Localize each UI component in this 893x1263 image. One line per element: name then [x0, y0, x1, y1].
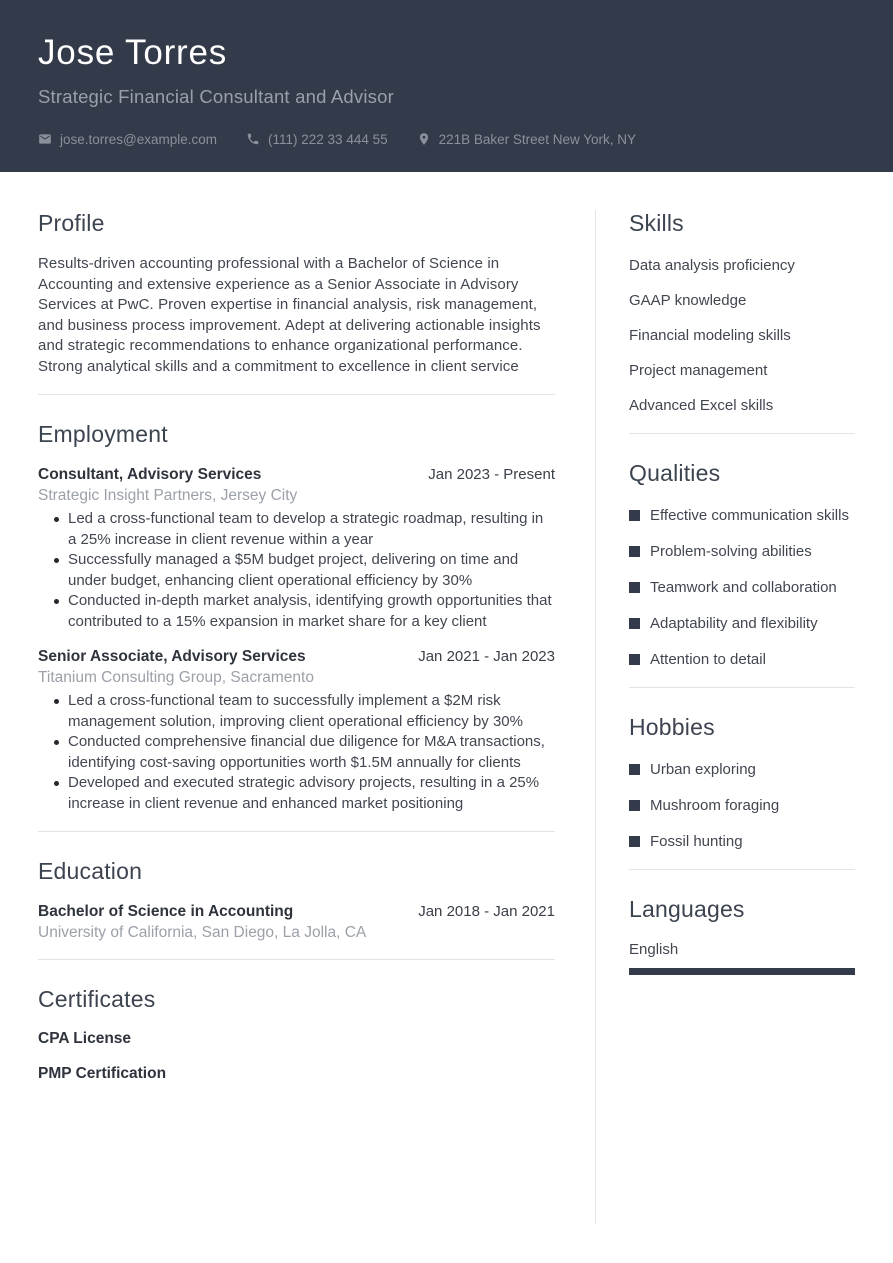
column-divider	[595, 210, 596, 1224]
section-divider	[38, 394, 555, 395]
square-bullet-icon	[629, 546, 640, 557]
employment-entry	[38, 648, 555, 814]
highlight-item: Conducted in-depth market analysis, identifying growth opportunities that contributed to a 15% expansion in market share for a key client	[38, 591, 555, 632]
school-name: University of California, San Diego, La Jolla, CA	[38, 924, 367, 941]
quality-item	[629, 541, 855, 562]
language-level-track	[629, 968, 855, 975]
skill-item: Project management	[629, 362, 768, 379]
entry-dates: Jan 2023 - Present	[428, 466, 555, 483]
entry-header	[38, 466, 555, 484]
resume-body	[0, 172, 893, 1224]
certificates-section	[38, 986, 555, 1083]
hobbies-section	[629, 714, 855, 852]
hobby-text: Fossil hunting	[650, 833, 743, 850]
section-divider	[629, 433, 855, 434]
skills-list	[629, 255, 855, 416]
sidebar	[629, 172, 855, 1224]
skill-item: Data analysis proficiency	[629, 257, 795, 274]
candidate-headline: Strategic Financial Consultant and Advisor	[38, 85, 394, 107]
main-column	[38, 172, 555, 1224]
square-bullet-icon	[629, 654, 640, 665]
contact-email[interactable]	[38, 132, 217, 147]
languages-heading: Languages	[629, 896, 745, 922]
quality-item	[629, 649, 855, 670]
skill-item: Financial modeling skills	[629, 327, 791, 344]
quality-text: Teamwork and collaboration	[650, 579, 837, 596]
profile-section	[38, 210, 555, 377]
skill-item: Advanced Excel skills	[629, 397, 774, 414]
education-entries	[38, 903, 555, 942]
entry-highlights	[38, 691, 555, 814]
qualities-heading: Qualities	[629, 460, 721, 486]
highlight-item: Led a cross-functional team to successfully implement a $2M risk management solution, improving client operational efficiency by 30%	[38, 691, 555, 732]
contact-row	[38, 132, 855, 147]
entry-header	[38, 648, 555, 666]
hobby-item	[629, 831, 855, 852]
hobby-item	[629, 795, 855, 816]
highlight-item: Led a cross-functional team to develop a strategic roadmap, resulting in a 25% increase in client revenue within a year	[38, 509, 555, 550]
employment-heading: Employment	[38, 421, 168, 447]
quality-text: Attention to detail	[650, 651, 766, 668]
highlight-item: Successfully managed a $5M budget project, delivering on time and under budget, enhancing client operational efficiency by 30%	[38, 550, 555, 591]
entry-dates: Jan 2021 - Jan 2023	[418, 648, 555, 665]
hobbies-heading: Hobbies	[629, 714, 715, 740]
highlight-item: Conducted comprehensive financial due diligence for M&A transactions, identifying cost-saving opportunities worth $1.5M annually for clients	[38, 732, 555, 773]
contact-phone	[246, 132, 388, 147]
contact-address	[417, 132, 636, 147]
square-bullet-icon	[629, 800, 640, 811]
hobby-item	[629, 759, 855, 780]
location-pin-icon	[417, 132, 431, 146]
qualities-list	[629, 505, 855, 670]
degree-dates: Jan 2018 - Jan 2021	[418, 903, 555, 920]
quality-text: Effective communication skills	[650, 507, 849, 524]
qualities-section	[629, 460, 855, 670]
section-divider	[38, 831, 555, 832]
certificate-item: CPA License	[38, 1030, 132, 1047]
entry-title: Consultant, Advisory Services	[38, 466, 262, 483]
hobby-text: Mushroom foraging	[650, 797, 780, 814]
square-bullet-icon	[629, 618, 640, 629]
phone-icon	[246, 132, 260, 146]
languages-section	[629, 896, 855, 975]
quality-item	[629, 505, 855, 526]
profile-text: Results-driven accounting professional with a Bachelor of Science in Accounting and extensive experience as a Senior Associate in Advisory Services at PwC. Proven expertise in financial analysis, risk management, and business process improvement. Adept at delivering actionable insights and strategic recommendations to enhance organizational performance. Strong analytical skills and a commitment to excellence in client service	[38, 255, 541, 375]
languages-list	[629, 941, 855, 975]
email-icon	[38, 132, 52, 146]
employment-entries	[38, 466, 555, 814]
certificate-item: PMP Certification	[38, 1065, 167, 1082]
quality-item	[629, 577, 855, 598]
hobbies-list	[629, 759, 855, 852]
employment-entry	[38, 466, 555, 632]
hobby-text: Urban exploring	[650, 761, 756, 778]
address-text: 221B Baker Street New York, NY	[438, 131, 636, 147]
candidate-name: Jose Torres	[38, 33, 228, 72]
highlight-item: Developed and executed strategic advisory projects, resulting in a 25% increase in client revenue and enhanced market positioning	[38, 773, 555, 814]
profile-heading: Profile	[38, 210, 105, 236]
entry-highlights	[38, 509, 555, 632]
square-bullet-icon	[629, 510, 640, 521]
phone-text: (111) 222 33 444 55	[268, 131, 388, 147]
resume-header	[0, 0, 893, 172]
entry-header	[38, 903, 555, 921]
email-text[interactable]: jose.torres@example.com	[60, 131, 218, 147]
entry-company: Titanium Consulting Group, Sacramento	[38, 669, 314, 686]
square-bullet-icon	[629, 836, 640, 847]
section-divider	[629, 869, 855, 870]
certificate-list	[38, 1030, 555, 1083]
education-entry	[38, 903, 555, 942]
quality-text: Adaptability and flexibility	[650, 615, 818, 632]
quality-text: Problem-solving abilities	[650, 543, 812, 560]
entry-title: Senior Associate, Advisory Services	[38, 648, 306, 665]
section-divider	[629, 687, 855, 688]
language-level-bar	[629, 968, 855, 975]
entry-company: Strategic Insight Partners, Jersey City	[38, 487, 298, 504]
quality-item	[629, 613, 855, 634]
skills-section	[629, 210, 855, 416]
language-item	[629, 941, 855, 975]
employment-section	[38, 421, 555, 814]
square-bullet-icon	[629, 582, 640, 593]
certificates-heading: Certificates	[38, 986, 156, 1012]
language-name: English	[629, 941, 679, 958]
section-divider	[38, 959, 555, 960]
skill-item: GAAP knowledge	[629, 292, 747, 309]
square-bullet-icon	[629, 764, 640, 775]
degree-title: Bachelor of Science in Accounting	[38, 903, 294, 920]
education-heading: Education	[38, 858, 143, 884]
education-section	[38, 858, 555, 942]
skills-heading: Skills	[629, 210, 684, 236]
